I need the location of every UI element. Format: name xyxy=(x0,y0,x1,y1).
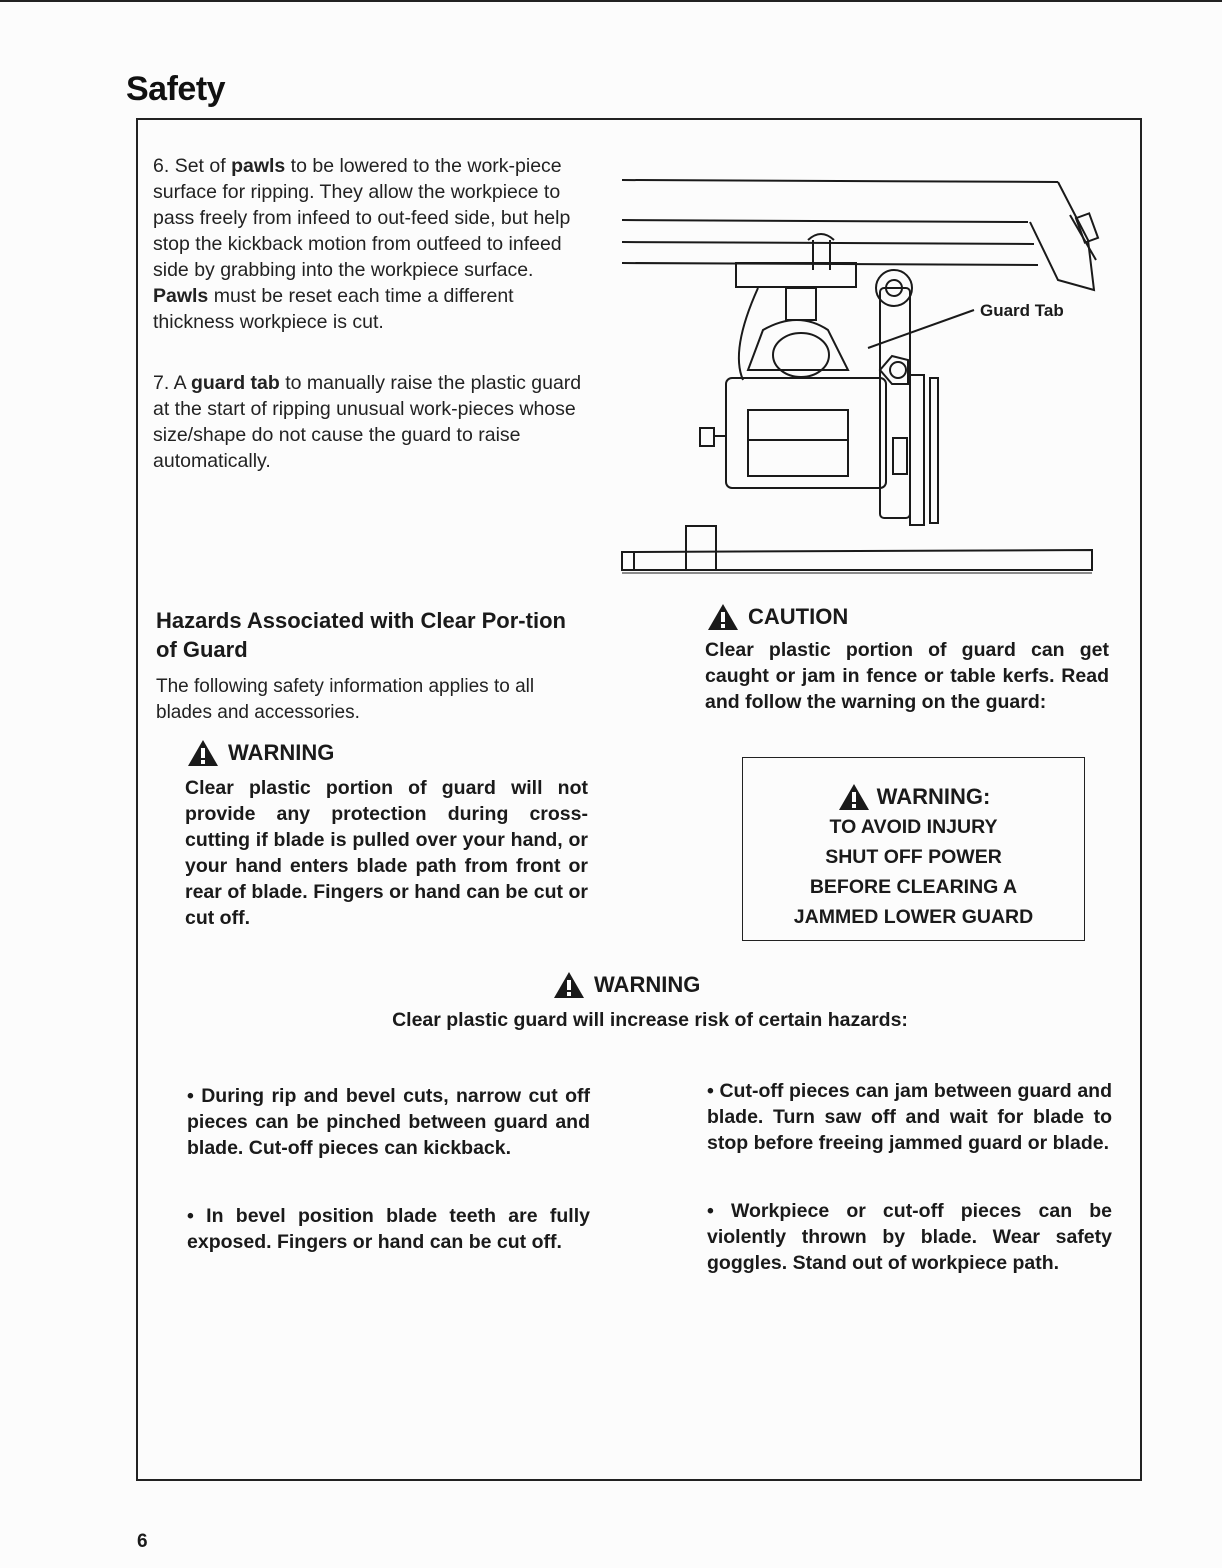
term-guard-tab: guard tab xyxy=(190,372,280,394)
item-6-body: to be lowered to the work-piece surface for ripping. They allow the workpiece to pass freely from infeed to out-feed side, but help stop the kickback motion from outfeed to infeed side by grabbing into the workpiece surface. xyxy=(153,155,571,281)
warning-triangle-icon xyxy=(552,970,586,1000)
item-6 xyxy=(153,153,578,335)
warning-1-text: Clear plastic portion of guard will not provide any protection during cross-cutting if blade is pulled over your hand, or your hand enters blade path from front or rear of blade. Fingers or hand can be cut or cut off. xyxy=(185,777,588,929)
hazards-heading: Hazards Associated with Clear Por-tion of Guard xyxy=(156,608,566,662)
warning-1-header xyxy=(186,738,334,768)
guard-label-line: TO AVOID INJURY xyxy=(829,816,998,838)
guard-label-header xyxy=(743,782,1084,812)
guard-tab-callout: Guard Tab xyxy=(980,301,1064,320)
item-7 xyxy=(153,370,583,474)
guard-label-title: WARNING: xyxy=(876,784,991,809)
caution-label: CAUTION xyxy=(748,604,849,629)
page-number: 6 xyxy=(137,1531,148,1552)
item-6-number: 6. xyxy=(153,155,170,177)
bullet-right-2: • Workpiece or cut-off pieces can be violently thrown by blade. Wear safety goggles. Stand out of workpiece path. xyxy=(707,1200,1112,1274)
item-6-pre: Set of xyxy=(174,155,226,177)
warning-2-header xyxy=(552,970,700,1000)
item-7-pre: A xyxy=(173,372,186,394)
warning-1-label: WARNING xyxy=(228,740,335,765)
page-title: Safety xyxy=(126,70,226,108)
term-pawls-2: Pawls xyxy=(153,285,209,307)
top-rule xyxy=(0,0,1222,2)
guard-label-line: JAMMED LOWER GUARD xyxy=(793,906,1034,928)
bullet-right-1: • Cut-off pieces can jam between guard and blade. Turn saw off and wait for blade to stop before freeing jammed guard or blade. xyxy=(707,1080,1112,1154)
guard-warning-label xyxy=(742,757,1085,941)
hazards-intro: The following safety information applies to all blades and accessories. xyxy=(156,676,535,723)
bullet-left-2: • In bevel position blade teeth are fully exposed. Fingers or hand can be cut off. xyxy=(187,1205,590,1253)
warning-triangle-icon xyxy=(186,738,220,768)
item-7-post: to manually raise the plastic guard at the start of ripping unusual work-pieces whose size/shape do not cause the guard to raise automatically. xyxy=(153,372,582,472)
guard-label-line: BEFORE CLEARING A xyxy=(809,876,1018,898)
warning-triangle-icon xyxy=(837,782,871,812)
caution-header xyxy=(706,602,848,632)
caution-text: Clear plastic portion of guard can get caught or jam in fence or table kerfs. Read and follow the warning on the guard: xyxy=(705,639,1109,713)
warning-triangle-icon xyxy=(706,602,740,632)
guard-label-line: SHUT OFF POWER xyxy=(825,846,1002,868)
warning-2-label: WARNING xyxy=(594,972,701,997)
term-pawls: pawls xyxy=(231,155,286,177)
warning-2-subtitle: Clear plastic guard will increase risk of certain hazards: xyxy=(392,1009,908,1031)
item-7-number: 7. xyxy=(153,372,170,394)
saw-guard-diagram xyxy=(618,170,1113,580)
bullet-left-1: • During rip and bevel cuts, narrow cut off pieces can be pinched between guard and blade. Cut-off pieces can kickback. xyxy=(187,1085,590,1159)
item-6-post: must be reset each time a different thickness workpiece is cut. xyxy=(153,285,514,333)
